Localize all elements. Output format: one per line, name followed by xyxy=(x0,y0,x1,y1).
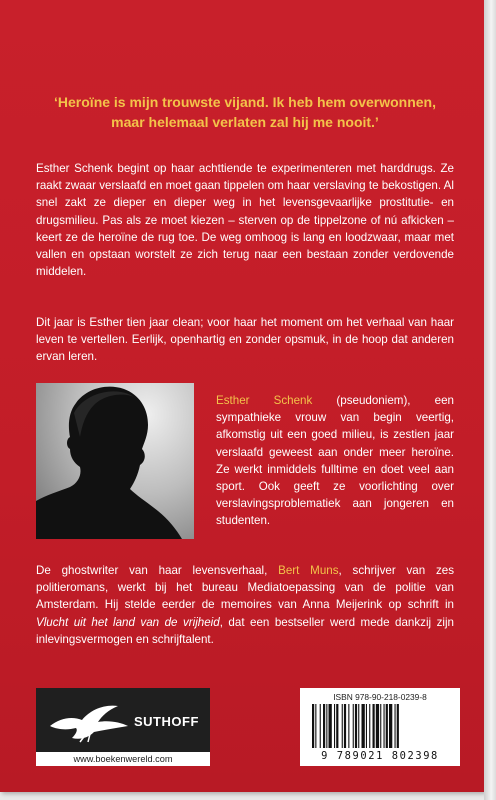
publisher-name: SUTHOFF xyxy=(134,714,199,729)
ghostwriter-paragraph xyxy=(36,562,454,648)
barcode-icon xyxy=(310,704,450,750)
publisher-logo xyxy=(36,688,210,752)
ghostwriter-end: , dat een bestseller werd mede dankzij zijn inlevingsvermogen en schrijftalent. xyxy=(36,615,455,646)
barcode-block xyxy=(300,688,460,766)
bird-logo-icon xyxy=(46,696,132,744)
publisher-url[interactable]: www.boekenwereld.com xyxy=(36,752,210,766)
book-title: Vlucht uit het land van de vrijheid xyxy=(36,615,220,629)
blurb-paragraph-1: Esther Schenk begint op haar achttiende te experimenteren met harddrugs. Ze raakt zwaar verslaafd en moet gaan tippelen om haar verslaving te bekostigen. Al snel zakt ze dieper en dieper weg in het levensgevaarlijke prostitutie- en drugsmilieu. Pas als ze moet kiezen – sterven op de tippelzone of nú afkicken – keert ze de heroïne de rug toe. De weg omhoog is lang en loodzwaar, maar met vallen en opstaan worstelt ze zich terug naar een bestaan zonder verdovende middelen. xyxy=(36,162,454,279)
author-silhouette-photo xyxy=(36,383,194,539)
ghostwriter-mid: , schrijver van zes politieromans, werkt bij het bureau Mediatoepassing van de politie van Amsterdam. Hij stelde eerder de memoires van Anna Meijerink op schrift in xyxy=(36,564,454,612)
ghostwriter-intro: De ghostwriter van haar levensverhaal, xyxy=(36,564,279,577)
author-name: Esther Schenk xyxy=(216,394,313,407)
author-bio-text: (pseudoniem), een sympathieke vrouw van begin veertig, afkomstig uit een goed milieu, is zestien jaar verslaafd geweest aan onder meer heroïne. Ze werkt inmiddels fulltime en doet veel aan sport. Ook geeft ze voorlichting over verslavingsproblematiek aan jongeren en studenten. xyxy=(216,394,454,528)
silhouette-icon xyxy=(36,383,194,539)
page-edge xyxy=(484,0,496,800)
pull-quote-line-1: ‘Heroïne is mijn trouwste vijand. Ik heb hem overwonnen, xyxy=(54,94,436,110)
pull-quote-line-2: maar helemaal verlaten zal hij me nooit.’ xyxy=(111,114,379,130)
ghostwriter-name: Bert Muns xyxy=(278,564,339,577)
barcode-digits: 9 789021 802398 xyxy=(321,750,439,762)
author-bio xyxy=(216,392,454,530)
pull-quote xyxy=(40,92,450,132)
blurb-paragraph-2: Dit jaar is Esther tien jaar clean; voor haar het moment om het verhaal van haar leven te vertellen. Eerlijk, openhartig en zonder opsmuk, in de hoop dat anderen ervan leren. xyxy=(36,316,454,364)
isbn-label: ISBN 978-90-218-0239-8 xyxy=(333,692,427,702)
